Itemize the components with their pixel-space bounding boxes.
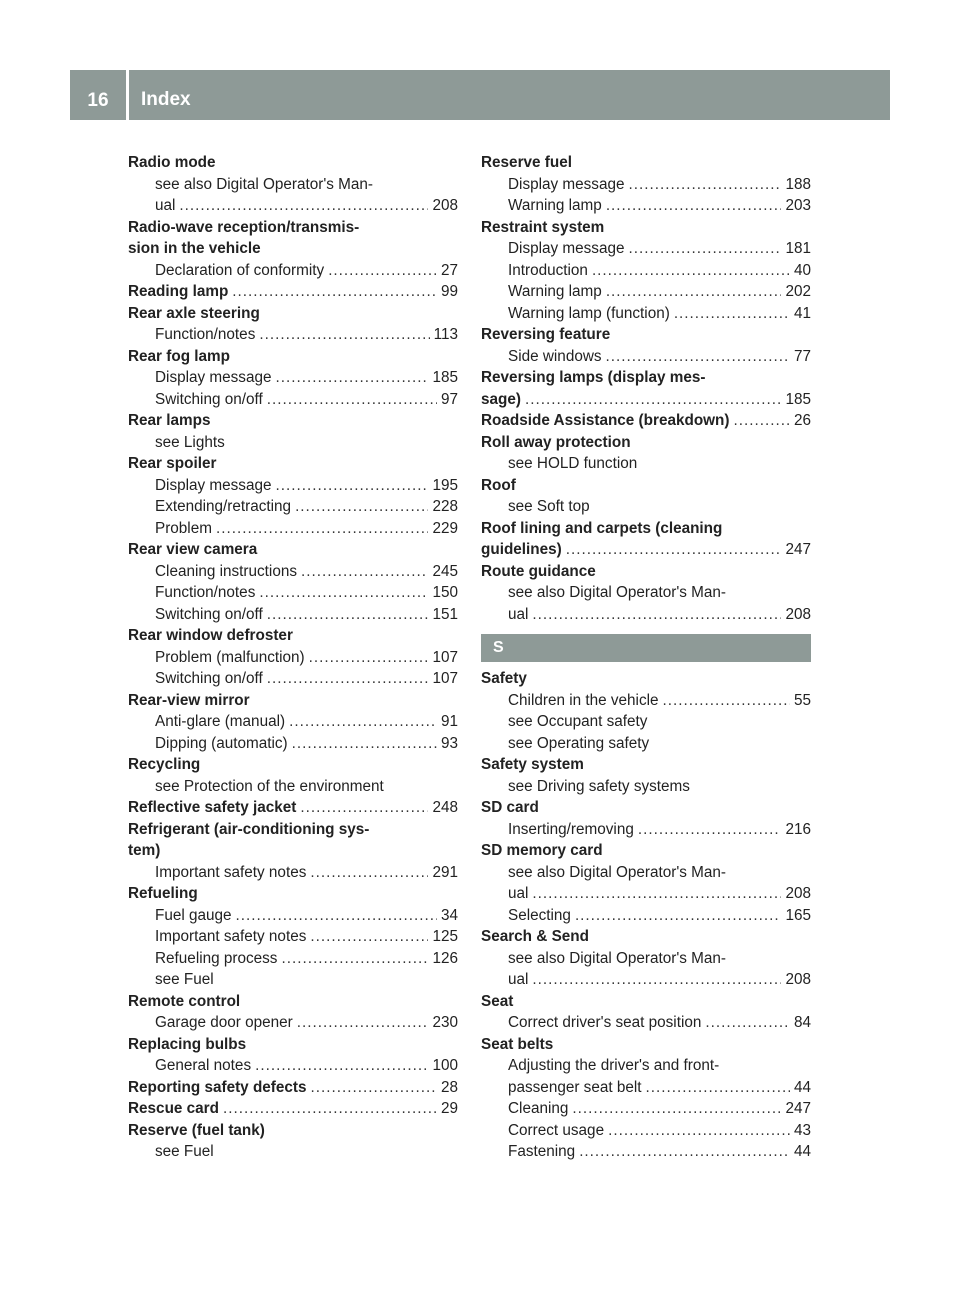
index-subentry (128, 1055, 458, 1077)
index-subentry: see HOLD function (508, 455, 638, 472)
page-reference: 185 (432, 369, 458, 386)
entry-text: Reporting safety defects (128, 1078, 307, 1096)
page-reference: 151 (432, 605, 458, 623)
index-entry (128, 1098, 458, 1120)
entry-text: Cleaning (508, 1100, 569, 1117)
index-subentry (128, 561, 458, 583)
page-reference: 97 (440, 390, 458, 408)
index-entry: Reversing lamps (display mes- (481, 369, 706, 386)
index-entry (128, 1077, 458, 1099)
page-reference: 208 (785, 971, 811, 988)
index-subentry (481, 1120, 811, 1142)
index-subentry (128, 647, 458, 669)
index-subentry (128, 668, 458, 690)
page-reference: 91 (440, 713, 458, 730)
dot-leader (309, 647, 429, 669)
dot-leader (606, 195, 782, 217)
index-subentry (128, 367, 458, 389)
index-subentry (481, 883, 811, 905)
index-entry: Reserve fuel (481, 154, 572, 171)
dot-leader (300, 797, 428, 819)
header-bar (70, 70, 890, 120)
page-reference: 150 (432, 584, 458, 601)
index-column-left (128, 152, 458, 1163)
page-reference: 202 (785, 283, 811, 300)
index-entry: Seat belts (481, 1035, 554, 1053)
page-reference: 126 (432, 949, 458, 967)
page-reference: 165 (785, 906, 811, 924)
index-subentry (128, 1012, 458, 1034)
index-entry: Refrigerant (air-conditioning sys- (128, 820, 370, 838)
dot-leader (179, 195, 428, 217)
index-subentry (481, 819, 811, 841)
index-subentry (481, 969, 811, 991)
page-reference: 26 (793, 412, 811, 429)
dot-leader (628, 238, 781, 260)
page-reference: 93 (440, 734, 458, 752)
page-reference: 34 (440, 906, 458, 924)
page-reference: 245 (432, 562, 458, 580)
dot-leader (638, 819, 782, 841)
dot-leader (236, 905, 437, 927)
entry-text: Display message (155, 369, 272, 386)
page-reference: 43 (793, 1121, 811, 1139)
dot-leader (311, 1077, 437, 1099)
index-entry: tem) (128, 842, 161, 859)
entry-text: Side windows (508, 347, 602, 365)
index-subentry: see Occupant safety (508, 713, 648, 730)
dot-leader (216, 518, 429, 540)
entry-text: ual (508, 885, 529, 902)
index-entry (481, 539, 811, 561)
page-reference: 55 (793, 691, 811, 709)
index-entry: Replacing bulbs (128, 1035, 247, 1053)
dot-leader (646, 1077, 790, 1099)
dot-leader (275, 475, 428, 497)
page-reference: 230 (432, 1014, 458, 1031)
section-header (481, 634, 811, 662)
index-entry: Reserve (fuel tank) (128, 1121, 265, 1139)
index-subentry (481, 195, 811, 217)
page-reference: 99 (440, 283, 458, 300)
index-subentry: see also Digital Operator's Man- (508, 863, 727, 881)
entry-text: Refueling process (155, 949, 278, 967)
entry-text: Display message (155, 476, 272, 494)
dot-leader (579, 1141, 790, 1163)
index-entry: Restraint system (481, 218, 605, 236)
index-entry: Radio mode (128, 154, 216, 171)
dot-leader (232, 281, 437, 303)
entry-text: ual (155, 197, 176, 214)
header-divider (126, 70, 129, 120)
index-subentry (481, 1077, 811, 1099)
index-subentry (481, 905, 811, 927)
page-reference: 247 (785, 1100, 811, 1117)
dot-leader (267, 604, 429, 626)
entry-text: Warning lamp (function) (508, 304, 670, 322)
index-subentry (128, 389, 458, 411)
entry-text: Correct usage (508, 1121, 605, 1139)
index-subentry (481, 346, 811, 368)
index-entry: Route guidance (481, 562, 596, 580)
index-subentry (128, 518, 458, 540)
index-subentry: see Lights (155, 433, 225, 451)
page-reference: 228 (432, 498, 458, 515)
index-subentry (481, 260, 811, 282)
dot-leader (267, 389, 437, 411)
page-reference: 216 (785, 820, 811, 838)
entry-text: Reflective safety jacket (128, 799, 297, 816)
dot-leader (259, 582, 428, 604)
entry-text: Cleaning instructions (155, 562, 297, 580)
entry-text: Display message (508, 240, 625, 257)
index-subentry (128, 260, 458, 282)
page-title: Index (141, 89, 191, 110)
index-entry (481, 410, 811, 432)
entry-text: Fuel gauge (155, 906, 232, 924)
entry-text: Correct driver's seat position (508, 1014, 702, 1031)
index-entry: Safety system (481, 756, 584, 773)
dot-leader (310, 862, 428, 884)
dot-leader (255, 1055, 428, 1077)
entry-text: Extending/retracting (155, 498, 292, 515)
entry-text: Function/notes (155, 584, 256, 601)
entry-text: Introduction (508, 261, 588, 279)
dot-leader (532, 883, 781, 905)
index-subentry (128, 195, 458, 217)
index-subentry (128, 496, 458, 518)
dot-leader (310, 926, 428, 948)
index-subentry (128, 582, 458, 604)
entry-text: Rescue card (128, 1100, 219, 1117)
index-entry: Rear fog lamp (128, 347, 230, 365)
index-subentry: see Fuel (155, 971, 214, 988)
entry-text: Selecting (508, 906, 571, 924)
index-entry: Roof lining and carpets (cleaning (481, 519, 723, 537)
page-reference: 208 (785, 885, 811, 902)
index-subentry (128, 948, 458, 970)
page-reference: 107 (432, 648, 458, 666)
page-reference: 77 (793, 347, 811, 365)
index-entry: Refueling (128, 885, 198, 902)
entry-text: Reading lamp (128, 283, 229, 300)
page-reference: 125 (432, 928, 458, 945)
index-subentry (481, 1098, 811, 1120)
index-entry: Seat (481, 992, 514, 1010)
index-entry: Roll away protection (481, 433, 631, 451)
entry-text: Switching on/off (155, 670, 263, 687)
page-reference: 29 (440, 1100, 458, 1117)
page-reference: 40 (793, 261, 811, 279)
dot-leader (674, 303, 790, 325)
index-entry: Radio-wave reception/transmis- (128, 218, 360, 236)
index-entry (481, 389, 811, 411)
entry-text: Warning lamp (508, 197, 602, 214)
index-entry: SD card (481, 799, 539, 816)
index-column-right (481, 152, 811, 1163)
entry-text: passenger seat belt (508, 1078, 642, 1096)
page-reference: 229 (432, 519, 458, 537)
entry-text: Fastening (508, 1143, 576, 1160)
dot-leader (606, 281, 782, 303)
page-reference: 107 (432, 670, 458, 687)
page-number: 16 (87, 90, 109, 111)
index-entry (128, 797, 458, 819)
entry-text: Display message (508, 175, 625, 193)
entry-text: Switching on/off (155, 605, 263, 623)
section-letter: S (493, 639, 504, 656)
index-subentry (481, 281, 811, 303)
entry-text: Function/notes (155, 326, 256, 343)
entry-text: Inserting/removing (508, 820, 634, 838)
index-entry: Rear spoiler (128, 455, 217, 472)
index-entry: Reversing feature (481, 326, 611, 343)
index-subentry: see also Digital Operator's Man- (508, 949, 727, 967)
entry-text: Dipping (automatic) (155, 734, 288, 752)
index-subentry: see Fuel (155, 1143, 214, 1160)
dot-leader (292, 733, 437, 755)
index-subentry: see also Digital Operator's Man- (508, 584, 727, 601)
index-subentry: Adjusting the driver's and front- (508, 1057, 720, 1074)
dot-leader (532, 969, 781, 991)
index-subentry (128, 711, 458, 733)
index-subentry: see also Digital Operator's Man- (155, 175, 374, 193)
index-subentry (481, 1012, 811, 1034)
dot-leader (267, 668, 429, 690)
index-subentry (128, 862, 458, 884)
dot-leader (295, 496, 428, 518)
dot-leader (572, 1098, 781, 1120)
page-reference: 41 (793, 304, 811, 322)
dot-leader (575, 905, 782, 927)
page-reference: 44 (793, 1078, 811, 1096)
page-reference: 84 (793, 1014, 811, 1031)
index-entry: Rear lamps (128, 412, 211, 429)
dot-leader (223, 1098, 437, 1120)
dot-leader (608, 1120, 790, 1142)
dot-leader (705, 1012, 790, 1034)
dot-leader (663, 690, 790, 712)
page-reference: 208 (432, 197, 458, 214)
index-entry: Roof (481, 476, 516, 494)
page-reference: 100 (432, 1057, 458, 1074)
entry-text: guidelines) (481, 541, 562, 558)
index-entry: Recycling (128, 756, 201, 773)
index-entry: Safety (481, 670, 527, 687)
dot-leader (566, 539, 782, 561)
index-entry: Rear window defroster (128, 627, 293, 644)
index-subentry (128, 926, 458, 948)
entry-text: ual (508, 971, 529, 988)
page-reference: 195 (432, 476, 458, 494)
index-subentry (481, 303, 811, 325)
index-entry: Search & Send (481, 928, 589, 945)
index-subentry (481, 690, 811, 712)
page-reference: 113 (433, 326, 458, 343)
dot-leader (259, 324, 429, 346)
index-entry (128, 281, 458, 303)
dot-leader (281, 948, 428, 970)
entry-text: Problem (malfunction) (155, 648, 305, 666)
page-reference: 208 (785, 605, 811, 623)
page-reference: 27 (440, 261, 458, 279)
index-subentry: see Driving safety systems (508, 777, 690, 795)
index-entry: Rear-view mirror (128, 691, 250, 709)
index-subentry (481, 174, 811, 196)
index-subentry: see Operating safety (508, 734, 650, 752)
entry-text: Important safety notes (155, 928, 307, 945)
dot-leader (525, 389, 782, 411)
dot-leader (592, 260, 790, 282)
dot-leader (275, 367, 428, 389)
entry-text: Declaration of conformity (155, 261, 325, 279)
index-subentry (481, 1141, 811, 1163)
index-subentry (128, 475, 458, 497)
entry-text: Important safety notes (155, 863, 307, 881)
entry-text: Children in the vehicle (508, 691, 659, 709)
index-entry: sion in the vehicle (128, 240, 261, 257)
dot-leader (297, 1012, 429, 1034)
dot-leader (328, 260, 437, 282)
entry-text: Anti-glare (manual) (155, 713, 286, 730)
page-reference: 188 (785, 175, 811, 193)
entry-text: sage) (481, 390, 521, 408)
entry-text: Warning lamp (508, 283, 602, 300)
index-subentry (128, 324, 458, 346)
index-subentry (481, 238, 811, 260)
index-subentry: see Protection of the environment (155, 777, 384, 795)
index-entry: Remote control (128, 992, 241, 1010)
dot-leader (301, 561, 428, 583)
page-reference: 248 (432, 799, 458, 816)
page-reference: 185 (785, 390, 811, 408)
index-subentry: see Soft top (508, 498, 590, 515)
page-reference: 291 (432, 863, 458, 881)
entry-text: Switching on/off (155, 390, 263, 408)
dot-leader (289, 711, 437, 733)
index-subentry (481, 604, 811, 626)
dot-leader (628, 174, 781, 196)
index-entry: SD memory card (481, 842, 603, 859)
entry-text: ual (508, 605, 529, 623)
page-reference: 203 (785, 197, 811, 214)
index-subentry (128, 733, 458, 755)
index-subentry (128, 905, 458, 927)
page-reference: 44 (793, 1143, 811, 1160)
dot-leader (734, 410, 790, 432)
page-reference: 247 (785, 541, 811, 558)
index-entry: Rear axle steering (128, 304, 260, 322)
entry-text: Problem (155, 519, 212, 537)
page-reference: 28 (440, 1078, 458, 1096)
entry-text: Roadside Assistance (breakdown) (481, 412, 730, 429)
index-subentry (128, 604, 458, 626)
dot-leader (532, 604, 781, 626)
index-entry: Rear view camera (128, 541, 258, 558)
dot-leader (606, 346, 790, 368)
entry-text: Garage door opener (155, 1014, 293, 1031)
entry-text: General notes (155, 1057, 252, 1074)
page-reference: 181 (785, 240, 811, 257)
